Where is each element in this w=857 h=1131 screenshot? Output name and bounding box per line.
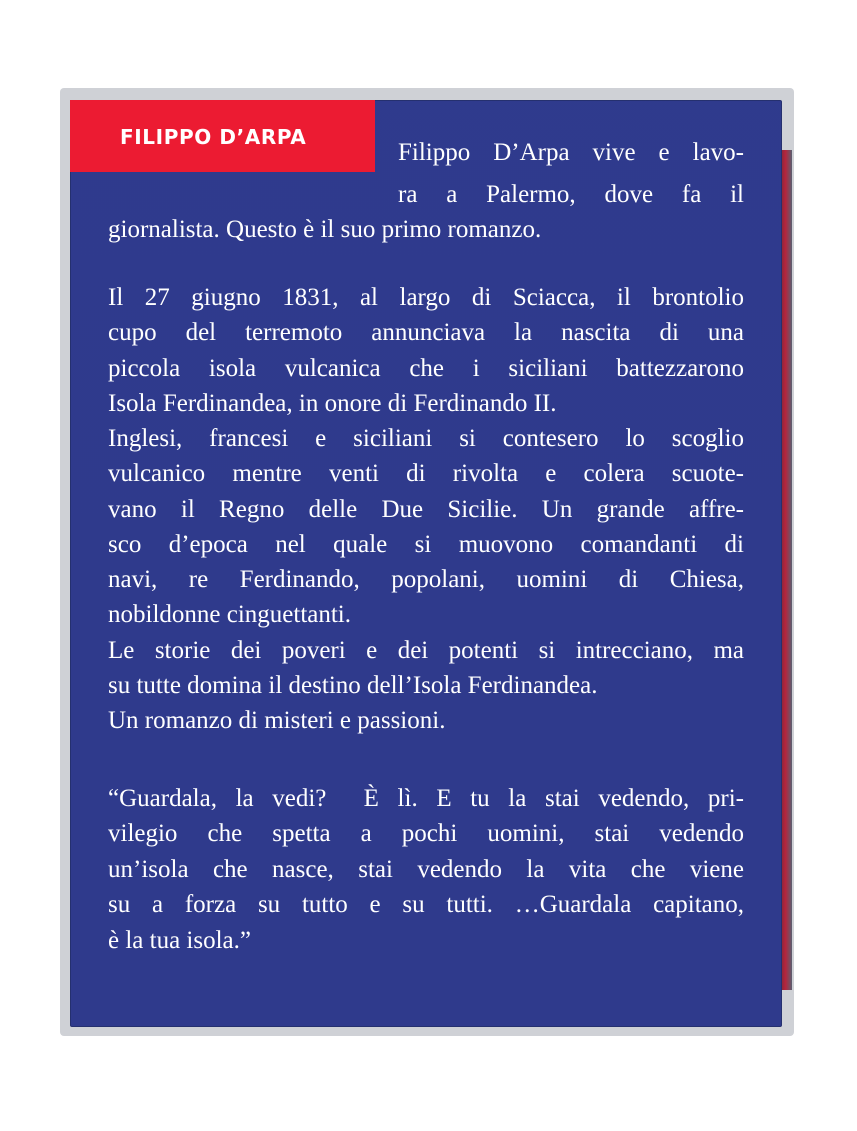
synopsis-line: vano il Regno delle Due Sicilie. Un grande affre- — [108, 496, 744, 523]
synopsis-line: piccola isola vulcanica che i siciliani battezzarono — [108, 355, 744, 382]
synopsis-line: Il 27 giugno 1831, al largo di Sciacca, il brontolio — [108, 284, 744, 311]
synopsis-line: su tutte domina il destino dell’Isola Ferdinandea. — [108, 672, 598, 699]
synopsis-line: nobildonne cinguettanti. — [108, 601, 352, 628]
author-name: FILIPPO D’ARPA — [120, 125, 307, 149]
quote-line: vilegio che spetta a pochi uomini, stai vedendo — [108, 820, 744, 847]
synopsis-line: Le storie dei poveri e dei potenti si intrecciano, ma — [108, 637, 744, 664]
synopsis-line: Isola Ferdinandea, in onore di Ferdinando II. — [108, 390, 557, 417]
quote-line: è la tua isola.” — [108, 927, 251, 954]
synopsis-line: cupo del terremoto annunciava la nascita di una — [108, 319, 744, 346]
quote-line: “Guardala, la vedi? È lì. E tu la stai vedendo, pri- — [108, 785, 744, 812]
bio-line: giornalista. Questo è il suo primo romanzo. — [108, 216, 542, 243]
bio-line: ra a Palermo, dove fa il — [398, 181, 744, 208]
synopsis-line: sco d’epoca nel quale si muovono comandanti di — [108, 531, 744, 558]
synopsis-line: navi, re Ferdinando, popolani, uomini di Chiesa, — [108, 566, 744, 593]
quote-line: su a forza su tutto e su tutti. …Guardala capitano, — [108, 891, 744, 918]
synopsis-line: vulcanico mentre venti di rivolta e colera scuote- — [108, 460, 744, 487]
synopsis-line: Inglesi, francesi e siciliani si contesero lo scoglio — [108, 425, 744, 452]
quote-line: un’isola che nasce, stai vedendo la vita che viene — [108, 856, 744, 883]
bio-line: Filippo D’Arpa vive e lavo- — [398, 139, 744, 166]
synopsis-line: Un romanzo di misteri e passioni. — [108, 707, 446, 734]
